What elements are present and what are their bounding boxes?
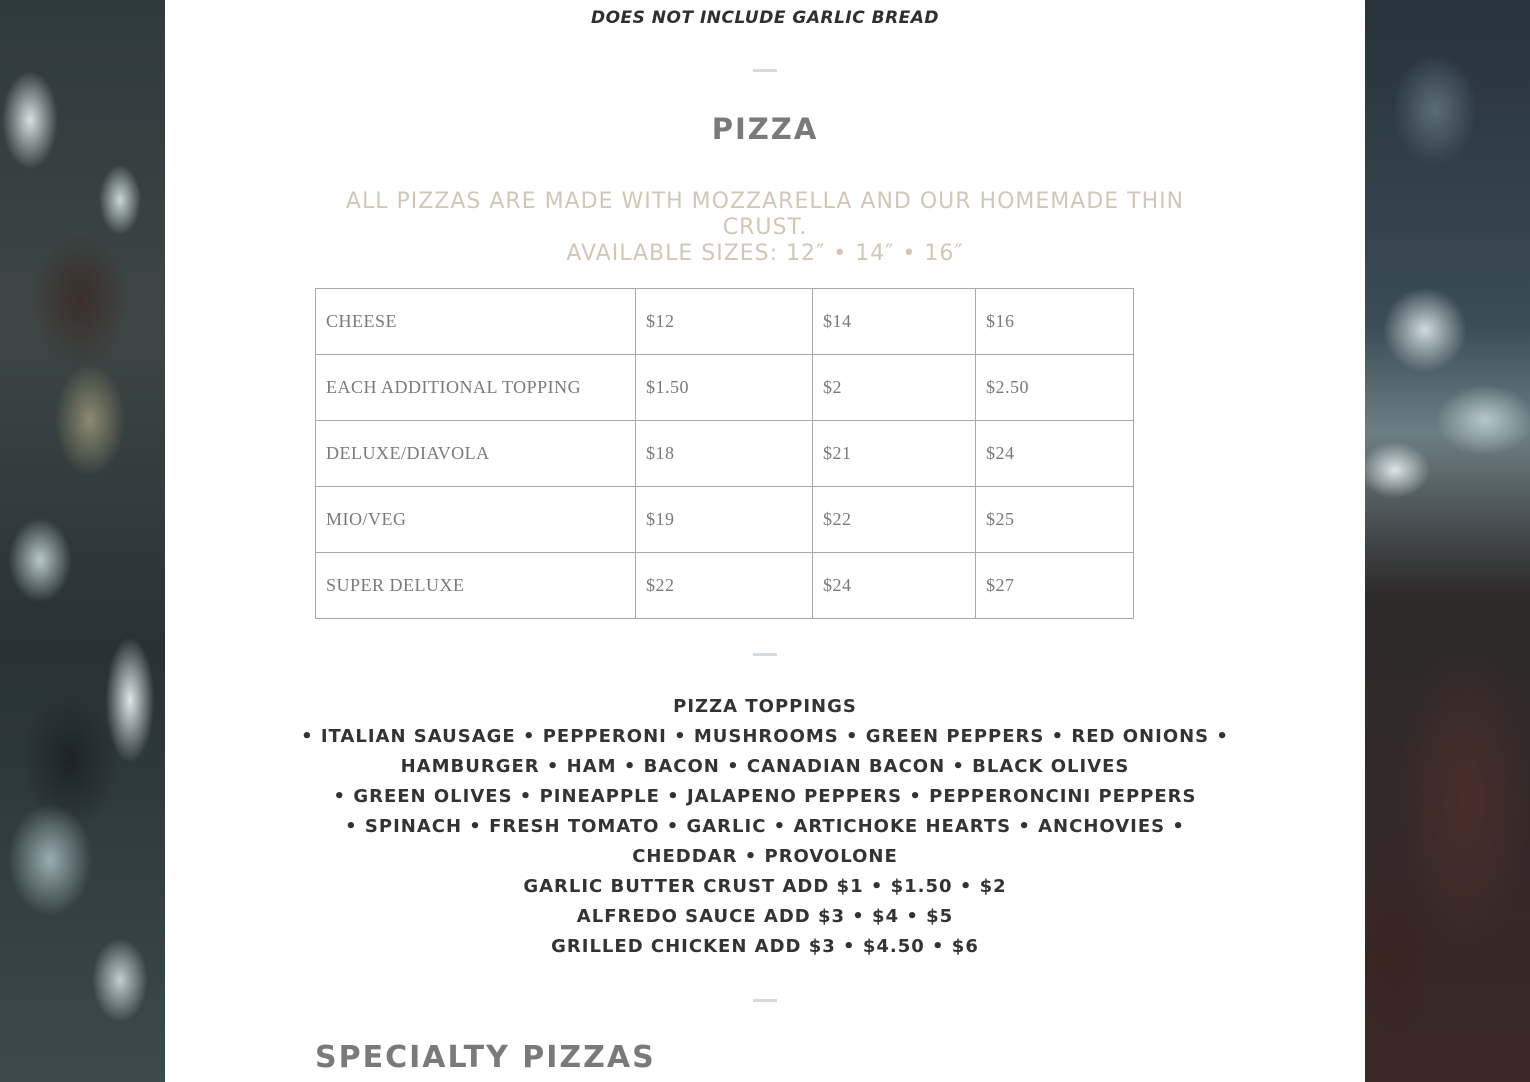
- price-14: $2: [813, 355, 976, 421]
- table-row: [316, 487, 1134, 553]
- pizza-price-table: [315, 288, 1134, 619]
- price-12: $12: [636, 289, 813, 355]
- price-12: $1.50: [636, 355, 813, 421]
- pizza-subtitle-crust: ALL PIZZAS ARE MADE WITH MOZZARELLA AND OUR HOMEMADE THIN CRUST.: [345, 189, 1185, 240]
- price-16: $27: [976, 553, 1134, 619]
- background-texture-left: [0, 0, 165, 1082]
- pizza-subtitle: [315, 189, 1215, 267]
- background-texture-right: [1365, 0, 1530, 1082]
- table-row: [316, 421, 1134, 487]
- table-row: [316, 355, 1134, 421]
- toppings-line: HAMBURGER • HAM • BACON • CANADIAN BACON • BLACK OLIVES: [400, 756, 1130, 777]
- item-name: MIO/VEG: [316, 487, 636, 553]
- toppings-line: GARLIC BUTTER CRUST ADD $1 • $1.50 • $2: [523, 876, 1007, 897]
- section-divider: [753, 999, 777, 1002]
- item-name: SUPER DELUXE: [316, 553, 636, 619]
- item-name: EACH ADDITIONAL TOPPING: [316, 355, 636, 421]
- table-row: [316, 289, 1134, 355]
- toppings-line: • SPINACH • FRESH TOMATO • GARLIC • ARTICHOKE HEARTS • ANCHOVIES •: [345, 816, 1185, 837]
- toppings-line: ALFREDO SAUCE ADD $3 • $4 • $5: [576, 906, 954, 927]
- menu-content: [165, 0, 1365, 1082]
- item-name: CHEESE: [316, 289, 636, 355]
- pizza-title: PIZZA: [711, 112, 819, 146]
- price-16: $24: [976, 421, 1134, 487]
- price-12: $18: [636, 421, 813, 487]
- table-row: [316, 553, 1134, 619]
- toppings-line: • GREEN OLIVES • PINEAPPLE • JALAPENO PEPPERS • PEPPERONCINI PEPPERS: [333, 786, 1197, 807]
- garlic-bread-note: DOES NOT INCLUDE GARLIC BREAD: [590, 8, 940, 28]
- pizza-toppings: [265, 692, 1265, 962]
- price-12: $22: [636, 553, 813, 619]
- price-16: $16: [976, 289, 1134, 355]
- price-14: $14: [813, 289, 976, 355]
- price-16: $25: [976, 487, 1134, 553]
- price-12: $19: [636, 487, 813, 553]
- specialty-pizzas-title: SPECIALTY PIZZAS: [315, 1040, 656, 1075]
- pizza-subtitle-sizes: AVAILABLE SIZES: 12″ • 14″ • 16″: [566, 241, 964, 266]
- price-14: $24: [813, 553, 976, 619]
- price-16: $2.50: [976, 355, 1134, 421]
- toppings-line: • ITALIAN SAUSAGE • PEPPERONI • MUSHROOMS • GREEN PEPPERS • RED ONIONS •: [301, 726, 1229, 747]
- toppings-heading: PIZZA TOPPINGS: [673, 696, 857, 717]
- toppings-line: CHEDDAR • PROVOLONE: [632, 846, 898, 867]
- toppings-line: GRILLED CHICKEN ADD $3 • $4.50 • $6: [551, 936, 979, 957]
- price-14: $21: [813, 421, 976, 487]
- item-name: DELUXE/DIAVOLA: [316, 421, 636, 487]
- price-14: $22: [813, 487, 976, 553]
- section-divider: [753, 69, 777, 72]
- section-divider: [753, 653, 777, 656]
